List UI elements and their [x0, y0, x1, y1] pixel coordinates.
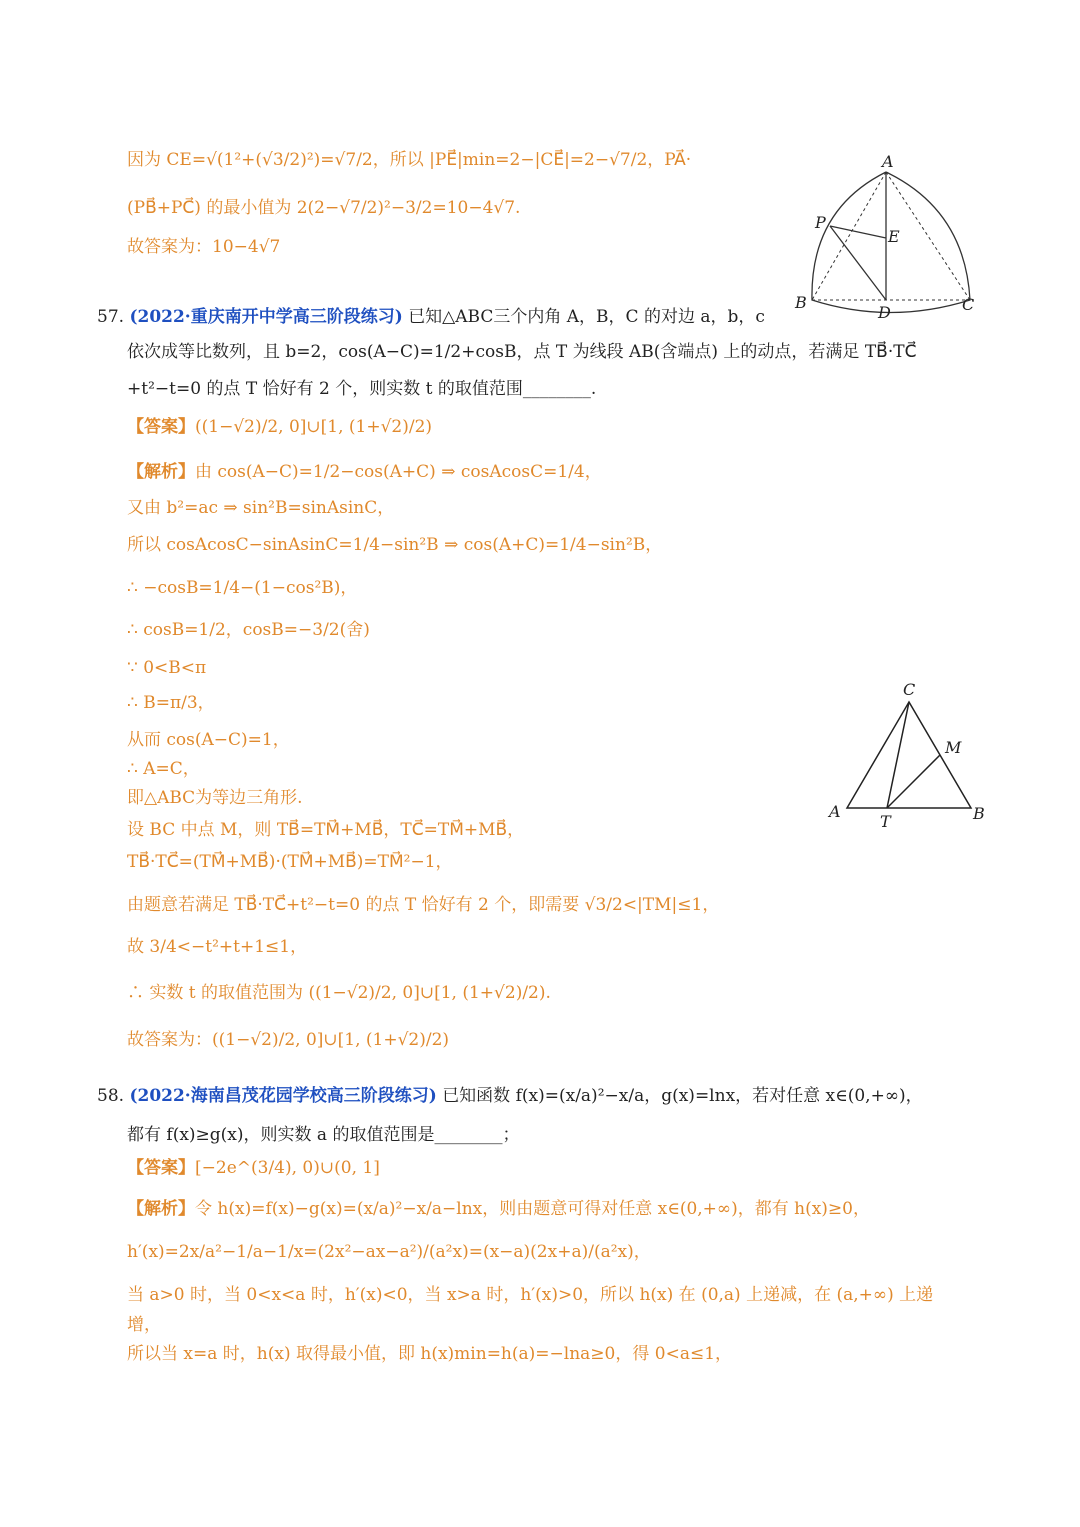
answer-text: [−2e^(3/4), 0)∪(0, 1]	[195, 1158, 380, 1178]
q57-analysis-line: ∵ 0<B<π	[127, 658, 207, 678]
q57-analysis-line: ∴ B=π/3，	[127, 693, 215, 713]
analysis-text: 由 cos(A−C)=1/2−cos(A+C) ⇒ cosAcosC=1/4，	[195, 462, 602, 482]
stem-text: 已知函数 f(x)=(x/a)²−x/a，g(x)=lnx，若对任意 x∈(0,+∞)，	[442, 1086, 923, 1106]
figure-3d-shape	[790, 150, 990, 325]
q57-stem-line: +t²−t=0 的点 T 恰好有 2 个，则实数 t 的取值范围________.	[127, 379, 597, 399]
figure-label: T	[880, 812, 891, 831]
q57-analysis-line: 又由 b²=ac ⇒ sin²B=sinAsinC，	[127, 498, 395, 518]
q58-analysis-line: 增，	[127, 1315, 161, 1335]
answer-text: ((1−√2)/2, 0]∪[1, (1+√2)/2)	[195, 417, 433, 437]
prev-solution-line: 因为 CE=√(1²+(√3/2)²)=√7/2，所以 |PE⃗|min=2−|CE⃗|=2−√7/2，PA⃗·	[127, 150, 692, 170]
figure-label: A	[882, 152, 894, 171]
q58-analysis-line	[127, 1197, 870, 1221]
figure-label: D	[878, 303, 891, 322]
q57-analysis-line: ∴ −cosB=1/4−(1−cos²B)，	[127, 578, 358, 598]
analysis-label: 【解析】	[127, 462, 195, 482]
q57-stem-line: 依次成等比数列，且 b=2，cos(A−C)=1/2+cosB，点 T 为线段 AB(含端点) 上的动点，若满足 TB⃗·TC⃗	[127, 342, 917, 362]
q57-analysis-line: 从而 cos(A−C)=1，	[127, 730, 290, 750]
q57-analysis-line: ∴ A=C，	[127, 759, 200, 779]
q57-answer	[127, 415, 432, 439]
q57-analysis-line: 故答案为：((1−√2)/2, 0]∪[1, (1+√2)/2)	[127, 1030, 450, 1050]
q57-stem	[97, 305, 765, 329]
q57-analysis-line	[127, 460, 602, 484]
q58-answer	[127, 1156, 380, 1180]
question-source: (2022·海南昌茂花园学校高三阶段练习)	[129, 1086, 437, 1106]
prev-solution-line: 故答案为：10−4√7	[127, 237, 281, 257]
figure-label: A	[829, 802, 841, 821]
figure-label: B	[973, 804, 985, 823]
prev-solution-line: (PB⃗+PC⃗) 的最小值为 2(2−√7/2)²−3/2=10−4√7.	[127, 198, 521, 218]
figure-label: C	[962, 295, 975, 314]
q58-analysis-line: 当 a>0 时，当 0<x<a 时，h′(x)<0，当 x>a 时，h′(x)>0，所以 h(x) 在 (0,a) 上递减，在 (a,+∞) 上递	[127, 1285, 934, 1305]
figure-label: B	[795, 293, 807, 312]
figure-label: C	[903, 680, 916, 699]
analysis-text: 令 h(x)=f(x)−g(x)=(x/a)²−x/a−lnx，则由题意可得对任意 x∈(0,+∞)，都有 h(x)≥0，	[195, 1199, 870, 1219]
stem-text: 已知△ABC三个内角 A，B，C 的对边 a，b，c	[408, 307, 765, 327]
figure-label: E	[888, 227, 900, 246]
answer-label: 【答案】	[127, 1158, 195, 1178]
q58-stem-line: 都有 f(x)≥g(x)，则实数 a 的取值范围是________；	[127, 1125, 520, 1145]
figure-triangle	[825, 675, 995, 835]
q58-analysis-line: h′(x)=2x/a²−1/a−1/x=(2x²−ax−a²)/(a²x)=(x−a)(2x+a)/(a²x)，	[127, 1242, 651, 1262]
q57-analysis-line: 所以 cosAcosC−sinAsinC=1/4−sin²B ⇒ cos(A+C)=1/4−sin²B，	[127, 535, 663, 555]
q57-analysis-line: 故 3/4<−t²+t+1≤1，	[127, 937, 308, 957]
question-number: 58.	[97, 1086, 125, 1106]
q58-analysis-line: 所以当 x=a 时，h(x) 取得最小值，即 h(x)min=h(a)=−lna≥0，得 0<a≤1，	[127, 1344, 733, 1364]
answer-label: 【答案】	[127, 417, 195, 437]
figure-label: P	[815, 213, 826, 232]
q57-analysis-line: 即△ABC为等边三角形.	[127, 788, 303, 808]
q57-analysis-line: 设 BC 中点 M，则 TB⃗=TM⃗+MB⃗，TC⃗=TM⃗+MB⃗，	[127, 820, 525, 840]
question-source: (2022·重庆南开中学高三阶段练习)	[129, 307, 403, 327]
q57-analysis-line: TB⃗·TC⃗=(TM⃗+MB⃗)·(TM⃗+MB⃗)=TM⃗²−1，	[127, 852, 453, 872]
question-number: 57.	[97, 307, 125, 327]
q57-analysis-line: ∴ cosB=1/2，cosB=−3/2(舍)	[127, 620, 370, 640]
q57-analysis-line: ∴ 实数 t 的取值范围为 ((1−√2)/2, 0]∪[1, (1+√2)/2).	[127, 983, 551, 1003]
q58-stem	[97, 1084, 923, 1108]
analysis-label: 【解析】	[127, 1199, 195, 1219]
figure-label: M	[945, 738, 962, 757]
q57-analysis-line: 由题意若满足 TB⃗·TC⃗+t²−t=0 的点 T 恰好有 2 个，即需要 √3/2<|TM|≤1，	[127, 895, 720, 915]
